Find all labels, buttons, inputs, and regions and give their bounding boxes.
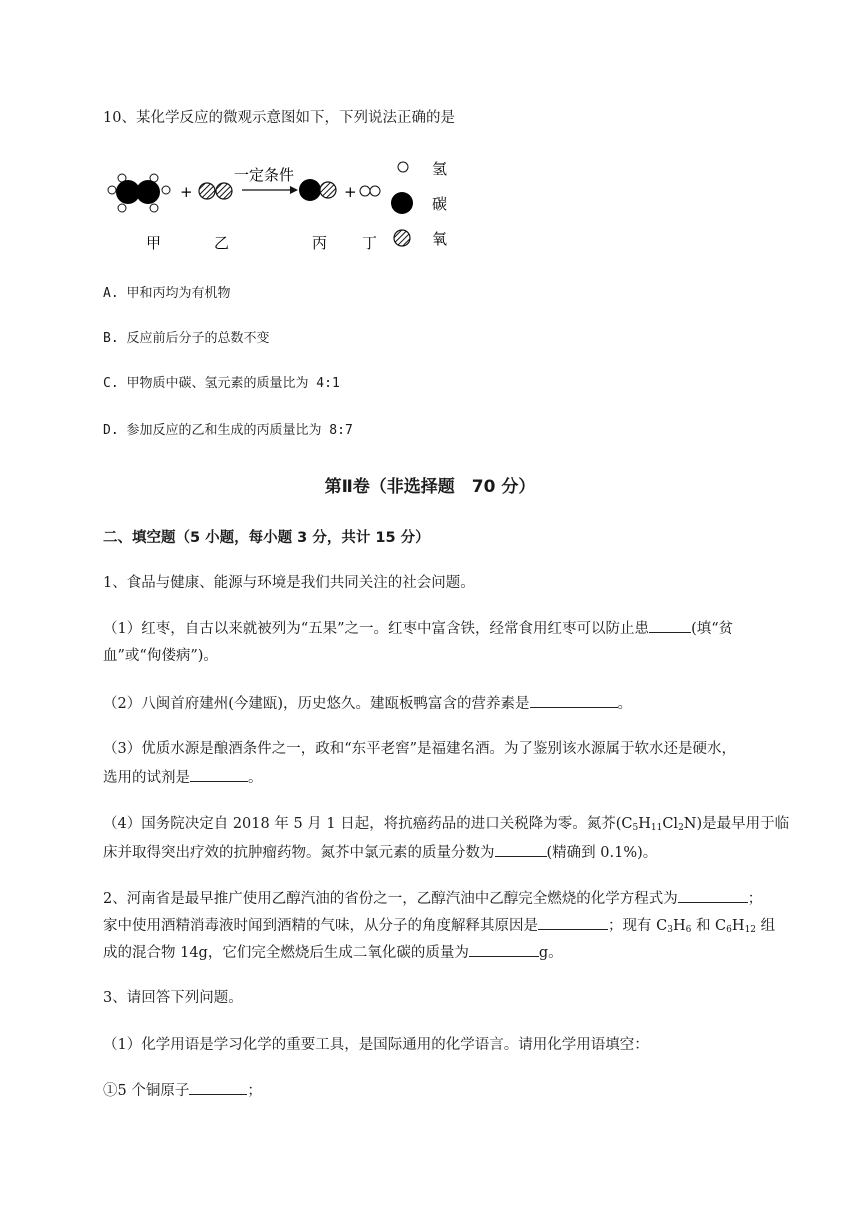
q2-line3: 成的混合物 14g，它们完全燃烧后生成二氧化碳的质量为 g。	[103, 942, 563, 963]
atom-legend	[391, 160, 447, 248]
label-yi: 乙	[214, 234, 230, 252]
answer-blank[interactable]	[469, 942, 539, 957]
reaction-diagram	[100, 152, 460, 262]
reaction-condition: 一定条件	[234, 166, 295, 184]
option-d: D. 参加反应的乙和生成的丙质量比为 8:7	[103, 423, 353, 438]
q2-line1: 2、河南省是最早推广使用乙醇汽油的省份之一，乙醇汽油中乙醇完全燃烧的化学方程式为 ；	[103, 888, 762, 909]
q1-part3-line2: 选用的试剂是 。	[103, 767, 263, 788]
q1-part2: （2）八闽首府建州(今建瓯)，历史悠久。建瓯板鸭富含的营养素是 。	[103, 693, 632, 714]
q1-part4-line1: （4）国务院决定自 2018 年 5 月 1 日起，将抗癌药品的进口关税降为零。氮芥$(C_5H_{11}Cl_2N)$是最早用于临	[103, 816, 790, 833]
legend-hydrogen: 氢	[432, 160, 448, 178]
legend-oxygen: 氧	[432, 230, 448, 248]
molecule-ding	[360, 186, 380, 196]
q1-part4-line2: 床并取得突出疗效的抗肿瘤药物。氮芥中氯元素的质量分数为 (精确到 0.1%)。	[103, 842, 657, 863]
option-b: B. 反应前后分子的总数不变	[103, 331, 270, 346]
answer-blank[interactable]	[649, 618, 691, 633]
label-jia: 甲	[146, 234, 162, 252]
part2-title: 第Ⅱ卷（非选择题 70 分）	[324, 477, 536, 497]
legend-carbon: 碳	[432, 195, 448, 213]
plus-sign: +	[180, 183, 193, 201]
q3-item1: ①5 个铜原子 ；	[103, 1080, 262, 1101]
option-c: C. 甲物质中碳、氢元素的质量比为 4:1	[103, 376, 340, 391]
answer-blank[interactable]	[678, 888, 748, 903]
arrow-head	[290, 186, 298, 194]
q1-stem: 1、食品与健康、能源与环境是我们共同关注的社会问题。	[103, 575, 475, 591]
answer-blank[interactable]	[189, 1080, 247, 1095]
q1-part1-line2: 血”或“佝偻病”)。	[103, 648, 218, 664]
q3-part1: （1）化学用语是学习化学的重要工具，是国际通用的化学语言。请用化学用语填空：	[103, 1037, 649, 1053]
answer-blank[interactable]	[538, 915, 608, 930]
option-a: A. 甲和丙均为有机物	[103, 286, 231, 301]
q1-part1-line1: （1）红枣，自古以来就被列为“五果”之一。红枣中富含铁，经常食用红枣可以防止患 (填“贫	[103, 618, 733, 639]
molecule-jia	[108, 174, 170, 212]
q2-line2: 家中使用酒精消毒液时闻到酒精的气味，从分子的角度解释其原因是 ；现有 $C_3H_6$ 和 $C_6H_{12}$ 组	[103, 915, 775, 940]
q10-stem: 10、某化学反应的微观示意图如下，下列说法正确的是	[103, 110, 455, 126]
answer-blank[interactable]	[530, 693, 618, 708]
answer-blank[interactable]	[495, 842, 547, 857]
molecule-bing	[299, 179, 336, 201]
q1-part3-line1: （3）优质水源是酿酒条件之一，政和“东平老窖”是福建名酒。为了鉴别该水源属于软水还是硬水，	[103, 741, 737, 757]
q3-stem: 3、请回答下列问题。	[103, 990, 243, 1006]
molecule-yi	[199, 183, 232, 199]
label-bing: 丙	[312, 234, 328, 252]
answer-blank[interactable]	[190, 767, 248, 782]
section2-heading: 二、填空题（5 小题，每小题 3 分，共计 15 分）	[103, 530, 430, 546]
plus-sign-2: +	[344, 183, 357, 201]
label-ding: 丁	[362, 234, 378, 252]
